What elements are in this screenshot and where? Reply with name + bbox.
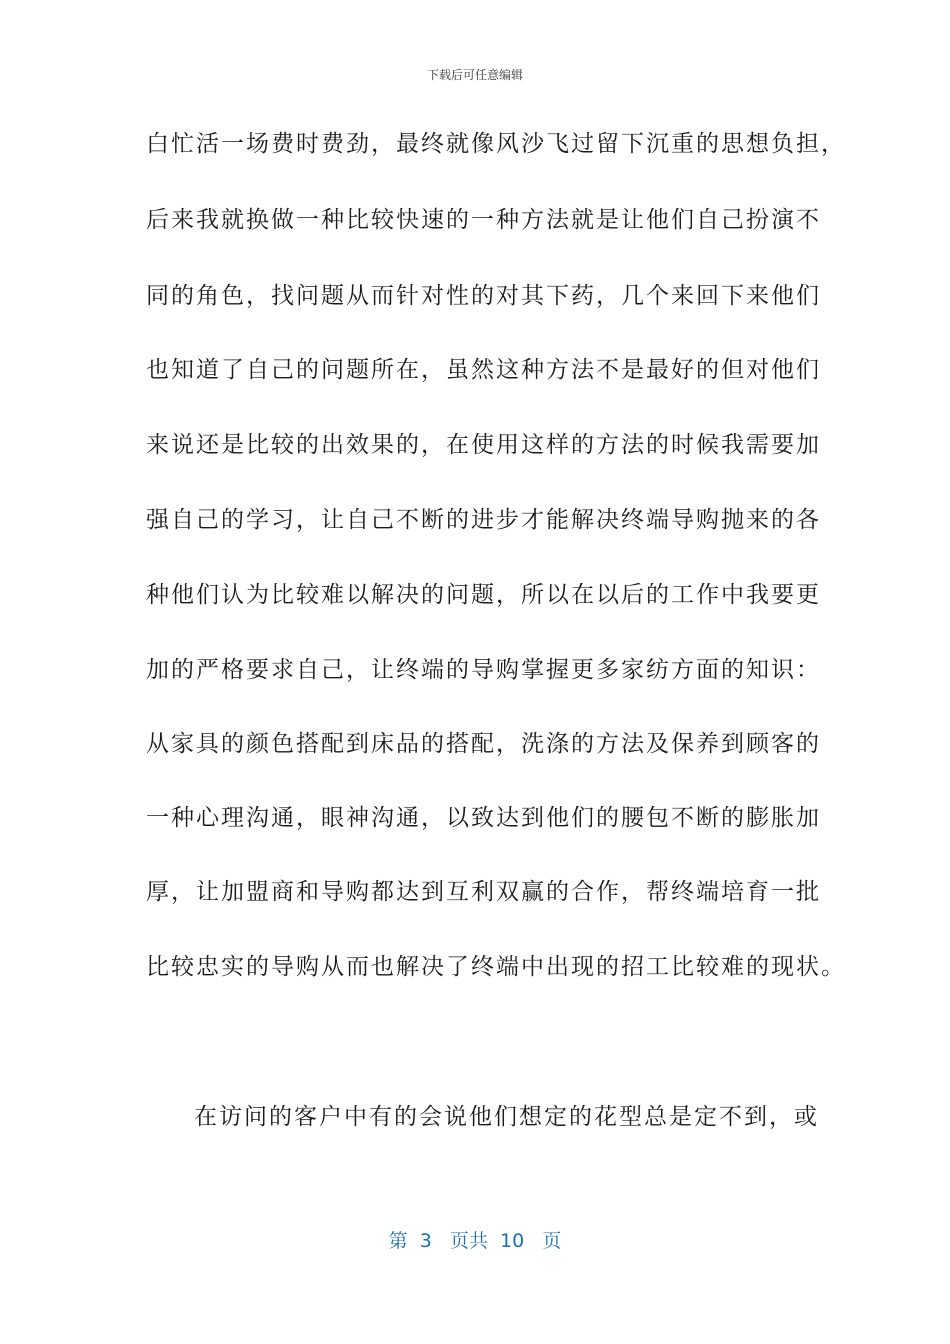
page-header: 下载后可任意编辑 [426,68,523,82]
body-line-12: 比较忠实的导购从而也解决了终端中出现的招工比较难的现状。 [146,954,846,980]
body-line-3: 同的角色，找问题从而针对性的对其下药，几个来回下来他们 [146,283,821,309]
body-line-6: 强自己的学习，让自己不断的进步才能解决终端导购抛来的各 [146,507,821,533]
footer-middle: 页共 [449,1230,488,1252]
body-line-10: 一种心理沟通，眼神沟通，以致达到他们的腰包不断的膨胀加 [146,805,821,831]
footer-suffix: 页 [542,1230,562,1252]
body-line-5: 来说还是比较的出效果的，在使用这样的方法的时候我需要加 [146,432,821,458]
body-line-8: 加的严格要求自己，让终端的导购掌握更多家纺方面的知识： [146,657,821,683]
footer-total-pages: 10 [500,1230,525,1252]
page-footer [0,1226,950,1253]
paragraph-2-line-1: 在访问的客户中有的会说他们想定的花型总是定不到，或 [194,1104,819,1130]
body-line-11: 厚，让加盟商和导购都达到互利双赢的合作，帮终端培育一批 [146,879,821,905]
body-line-7: 种他们认为比较难以解决的问题，所以在以后的工作中我要更 [146,582,821,608]
footer-page-number: 3 [419,1230,432,1252]
body-line-9: 从家具的颜色搭配到床品的搭配，洗涤的方法及保养到顾客的 [146,731,821,757]
body-line-4: 也知道了自己的问题所在，虽然这种方法不是最好的但对他们 [146,357,821,383]
body-line-1: 白忙活一场费时费劲，最终就像风沙飞过留下沉重的思想负担， [146,131,846,157]
footer-prefix: 第 [388,1230,408,1252]
body-line-2: 后来我就换做一种比较快速的一种方法就是让他们自己扮演不 [146,207,821,233]
